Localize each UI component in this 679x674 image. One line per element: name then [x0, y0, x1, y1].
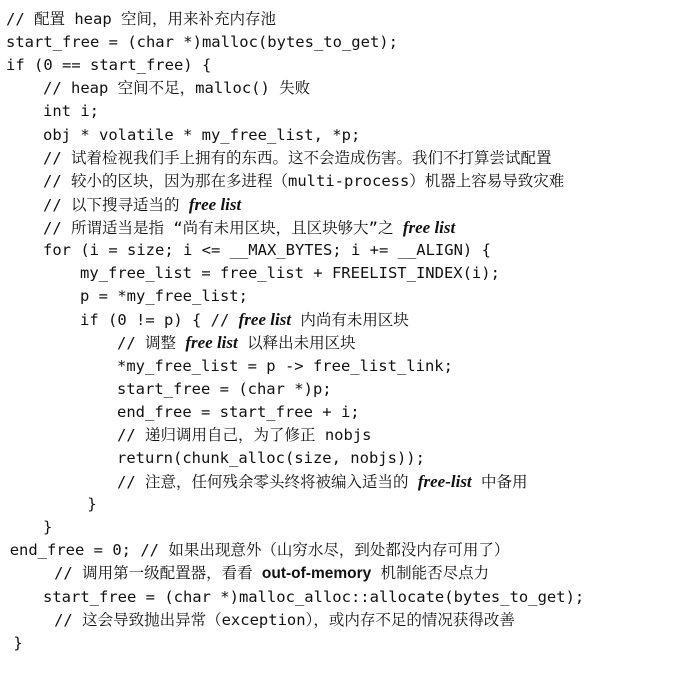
code-line	[117, 447, 425, 470]
code-text: }	[43, 518, 53, 537]
code-text: // 递归调用自己，为了修正 nobjs	[117, 425, 372, 444]
code-text: 内尚有未用区块	[291, 311, 409, 330]
code-text: }	[13, 633, 23, 652]
code-line	[80, 285, 248, 308]
italic-term: free list	[188, 194, 242, 214]
code-line	[117, 470, 528, 493]
code-text: p = *my_free_list;	[80, 287, 248, 306]
code-text: // heap 空间不足，malloc() 失败	[43, 79, 311, 98]
italic-term: free-list	[417, 472, 472, 491]
italic-term: free list	[238, 310, 292, 330]
code-text: end_free = 0; // 如果出现意外（山穷水尽，到处都没内存可用了）	[9, 541, 510, 560]
code-line	[117, 355, 453, 378]
code-text: end_free = start_free + i;	[117, 402, 360, 421]
code-line	[54, 562, 489, 585]
code-line	[117, 424, 372, 447]
code-text: start_free = (char *)p;	[117, 379, 332, 398]
code-text: // 注意，任何残余零头终将被编入适当的	[117, 473, 418, 491]
code-line	[117, 378, 332, 401]
code-line	[87, 493, 96, 516]
code-line	[43, 100, 99, 123]
code-text: // 所谓适当是指 “尚有未用区块，且区块够大”之	[43, 218, 403, 237]
code-line	[10, 539, 510, 562]
code-text: // 较小的区块，因为那在多进程（multi-process）机器上容易导致灾难	[43, 171, 565, 190]
code-text: start_free = (char *)malloc_alloc::allocate(bytes_to_get);	[43, 587, 585, 606]
code-text: 机制能否尽点力	[371, 564, 490, 583]
code-line	[54, 609, 515, 632]
code-text: 以释出未用区块	[237, 334, 356, 353]
code-line	[43, 516, 52, 539]
code-text: my_free_list = free_list + FREELIST_INDEX(i);	[80, 264, 500, 283]
code-text: *my_free_list = p -> free_list_link;	[117, 356, 453, 375]
code-text: if (0 != p) { //	[80, 311, 239, 330]
code-line	[6, 54, 211, 77]
code-text: // 这会导致抛出异常（exception），或内存不足的情况获得改善	[54, 610, 515, 629]
code-line	[43, 170, 564, 193]
code-line	[43, 586, 584, 609]
code-text: // 调用第一级配置器，看看	[54, 564, 262, 583]
code-line	[13, 632, 22, 655]
code-line	[117, 401, 360, 424]
code-line	[43, 239, 491, 262]
code-line	[43, 77, 310, 100]
italic-term: free list	[402, 217, 456, 237]
code-line	[43, 147, 552, 170]
code-text: return(chunk_alloc(size, nobjs));	[117, 448, 425, 467]
code-text: start_free = (char *)malloc(bytes_to_get);	[6, 33, 398, 52]
code-line	[43, 193, 241, 216]
code-text: // 以下搜寻适当的	[43, 195, 189, 214]
code-text: }	[87, 495, 97, 514]
sans-term: out-of-memory	[261, 565, 372, 583]
italic-term: free list	[185, 333, 238, 353]
code-line	[80, 308, 409, 331]
code-text: for (i = size; i <= __MAX_BYTES; i += __ALIGN) {	[43, 241, 491, 259]
code-line	[80, 262, 500, 285]
code-line	[117, 331, 356, 354]
code-text: // 配置 heap 空间，用来补充内存池	[6, 10, 276, 28]
code-line	[6, 8, 276, 31]
code-text: if (0 == start_free) {	[6, 56, 212, 75]
code-line	[43, 216, 455, 239]
code-text: 中备用	[471, 473, 528, 491]
code-text: // 试着检视我们手上拥有的东西。这不会造成伤害。我们不打算尝试配置	[43, 148, 552, 167]
code-text: // 调整	[117, 334, 186, 353]
code-line	[43, 124, 360, 147]
code-text: int i;	[43, 102, 99, 121]
code-text: obj * volatile * my_free_list, *p;	[43, 125, 361, 144]
code-line	[6, 31, 398, 54]
